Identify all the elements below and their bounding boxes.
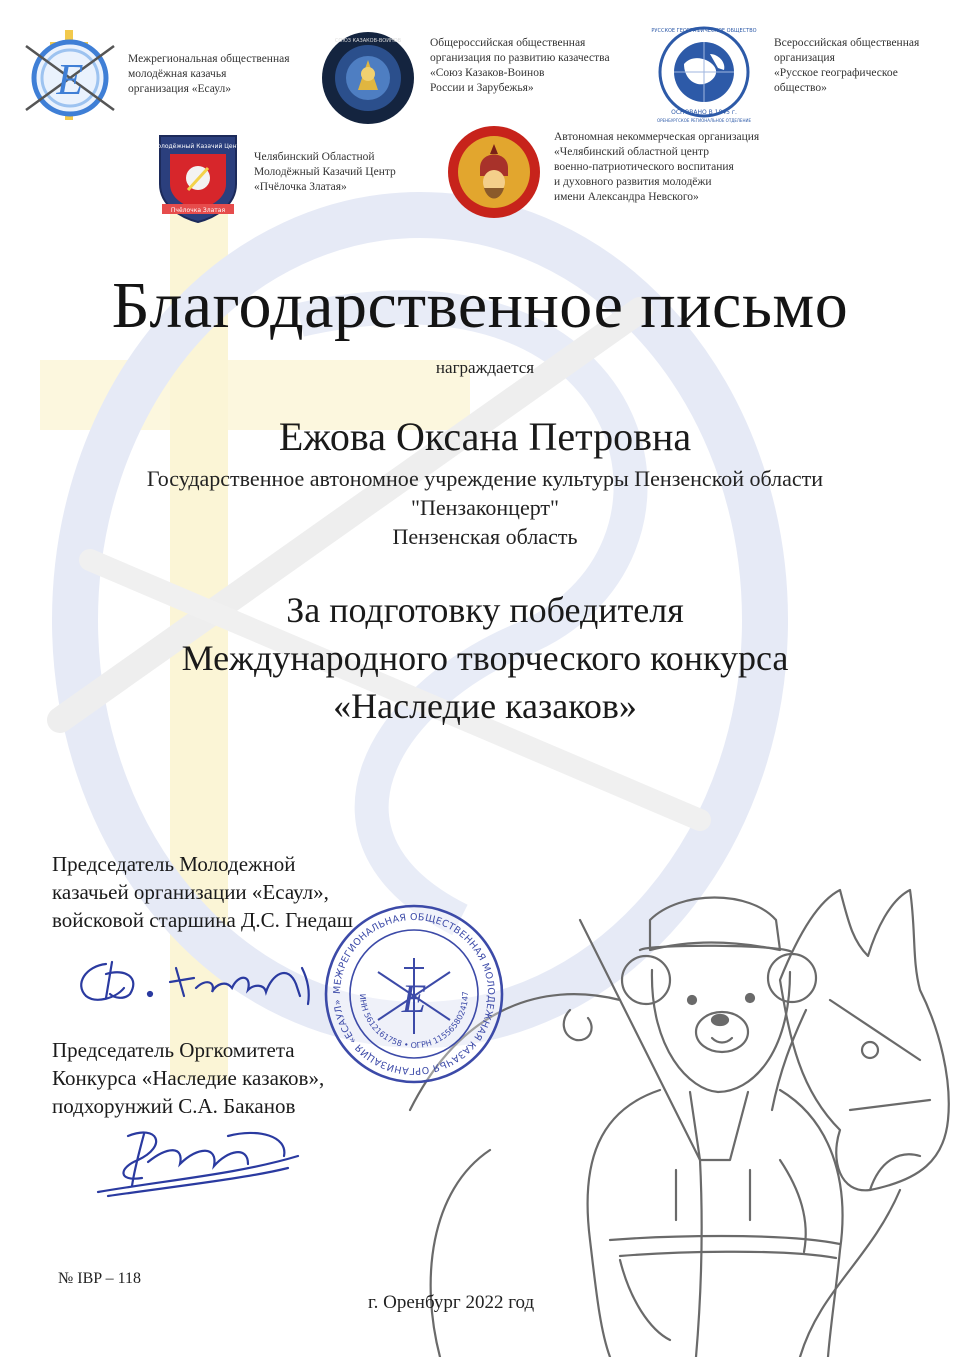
alexander-nevsky-center-emblem-icon xyxy=(446,124,542,220)
esaul-emblem-icon xyxy=(20,28,120,122)
rgo-branch-text: ОРЕНБУРГСКОЕ РЕГИОНАЛЬНОЕ ОТДЕЛЕНИЕ xyxy=(657,118,751,123)
org-text-line: «Союз Казаков-Воинов xyxy=(430,67,545,79)
rgo-logo-text: РУССКОЕ ГЕОГРАФИЧЕСКОЕ ОБЩЕСТВО xyxy=(651,28,757,34)
rgo-founded-text: ОСНОВАНО В 1845 г. xyxy=(671,109,737,116)
signatory-1-block xyxy=(52,850,353,934)
stamp-ring-text: МЕЖРЕГИОНАЛЬНАЯ ОБЩЕСТВЕННАЯ МОЛОДЕЖНАЯ КАЗАЧЬЯ ОРГАНИЗАЦИЯ «ЕСАУЛ» xyxy=(331,911,497,1077)
svg-text:E: E xyxy=(401,976,427,1021)
document-number: № IBP – 118 xyxy=(58,1270,141,1287)
official-stamp xyxy=(322,902,506,1086)
org-text-line: «Пчёлочка Златая» xyxy=(254,181,347,193)
org-text-line: «Русское географическое xyxy=(774,67,898,79)
org-esaul-text xyxy=(128,52,290,97)
center-logo-bottom-text: Пчёлочка Златая xyxy=(170,207,226,214)
signatory-2-block xyxy=(52,1036,324,1120)
org-text-line: России и Зарубежья» xyxy=(430,82,534,94)
signature-1 xyxy=(66,944,336,1014)
org-text-line: «Челябинский областной центр xyxy=(554,146,709,158)
soyuz-logo-text: СОЮЗ КАЗАКОВ-ВОИНОВ xyxy=(334,38,402,44)
org-text-line: организация xyxy=(774,52,835,64)
org-text-line: общество» xyxy=(774,82,827,94)
recipient-org-line: "Пензаконцерт" xyxy=(410,495,560,520)
org-text-line: Молодёжный Казачий Центр xyxy=(254,166,396,178)
signatory-line: казачьей организации «Есаул», xyxy=(52,880,329,904)
org-text-line: Автономная некоммерческая организация xyxy=(554,131,760,143)
recipient-organization xyxy=(0,464,960,551)
org-text-line: и духовного развития молодёжи xyxy=(554,176,712,188)
org-text-line: Челябинский Областной xyxy=(254,151,375,163)
reason-line: Международного творческого конкурса xyxy=(181,638,789,678)
org-center-text xyxy=(254,150,396,195)
svg-text:E: E xyxy=(56,55,84,104)
org-text-line: организация «Есаул» xyxy=(128,83,232,95)
signatory-line: подхорунжий С.А. Баканов xyxy=(52,1094,296,1118)
city-year: г. Оренбург 2022 год xyxy=(368,1292,535,1313)
org-soyuz-text xyxy=(430,36,610,96)
award-reason xyxy=(0,586,960,730)
org-text-line: Межрегиональная общественная xyxy=(128,53,290,65)
org-text-line: Общероссийская общественная xyxy=(430,37,586,49)
youth-cossack-center-emblem-icon xyxy=(152,128,244,224)
signature-2 xyxy=(88,1116,308,1202)
recipient-org-line: Государственное автономное учреждение культуры Пензенской области xyxy=(146,466,824,491)
recipient-name: Ежова Оксана Петровна xyxy=(278,414,692,459)
signatory-line: Конкурса «Наследие казаков», xyxy=(52,1066,325,1090)
org-text-line: молодёжная казачья xyxy=(128,68,227,80)
signatory-line: Председатель Молодежной xyxy=(52,852,296,876)
russian-geographic-society-emblem-icon xyxy=(648,24,760,124)
reason-line: За подготовку победителя xyxy=(286,590,684,630)
reason-line: «Наследие казаков» xyxy=(333,686,637,726)
center-logo-top-text: Молодёжный Казачий Центр xyxy=(152,143,244,150)
org-text-line: Всероссийская общественная xyxy=(774,37,920,49)
org-text-line: военно-патриотического воспитания xyxy=(554,161,734,173)
soyuz-kazakov-voinov-emblem-icon xyxy=(320,30,416,126)
org-text-line: имени Александра Невского» xyxy=(554,191,699,203)
certificate-title: Благодарственное письмо xyxy=(111,269,849,342)
recipient-org-line: Пензенская область xyxy=(392,524,578,549)
org-text-line: организация по развитию казачества xyxy=(430,52,610,64)
signatory-line: войсковой старшина Д.С. Гнедаш xyxy=(52,908,353,932)
signatory-line: Председатель Оргкомитета xyxy=(52,1038,295,1062)
awarded-label: награждается xyxy=(435,358,535,377)
org-rgo-text xyxy=(774,36,919,96)
org-nevsky-text xyxy=(554,130,759,205)
stamp-inner-text: ИНН 5612161758 • ОГРН 1155658024147 xyxy=(357,991,471,1051)
